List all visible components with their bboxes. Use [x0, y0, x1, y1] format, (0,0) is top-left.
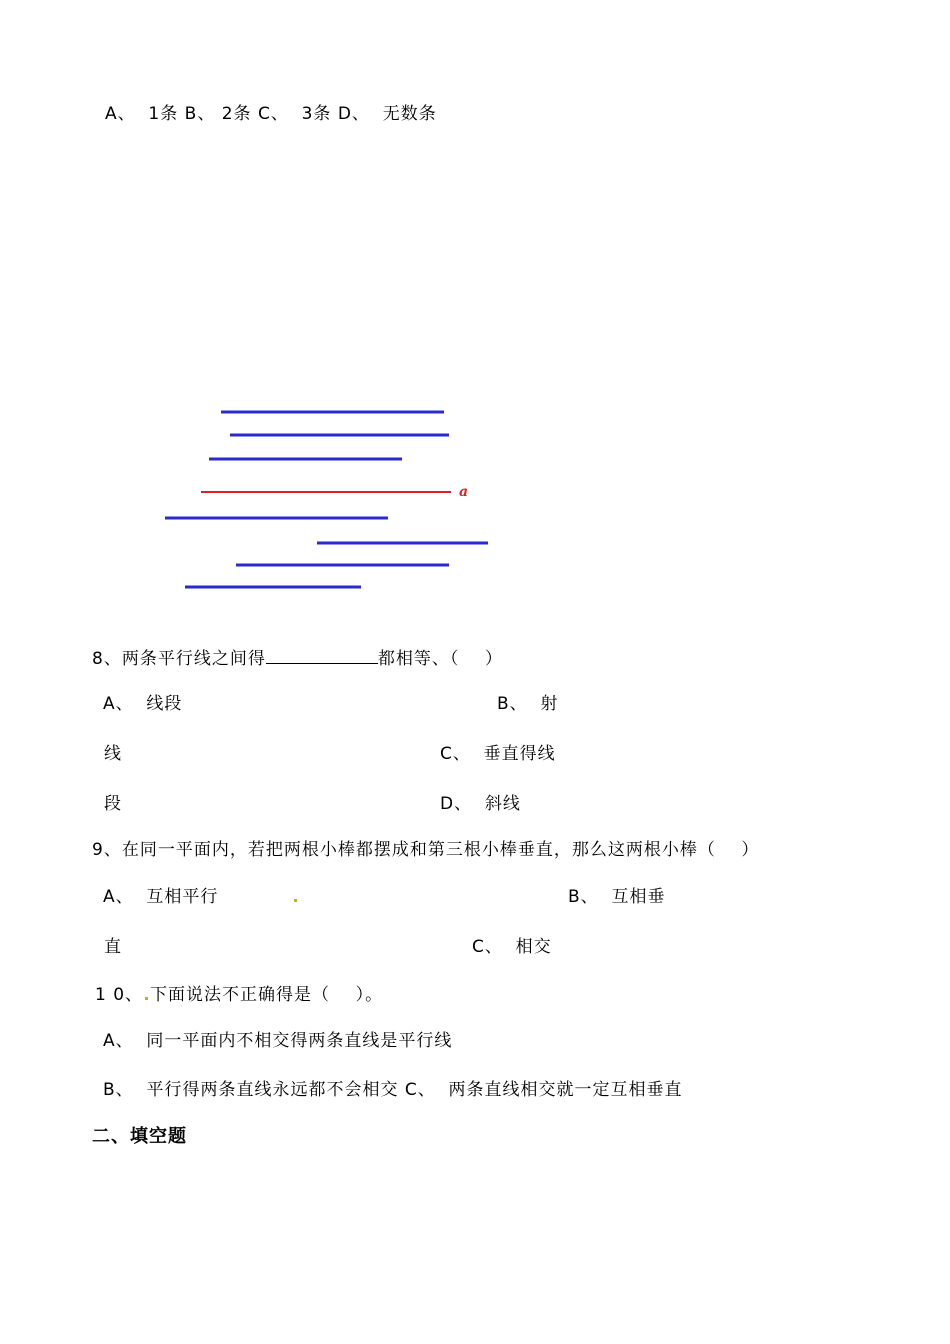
q8-stem-before: 8、两条平行线之间得 [92, 649, 266, 669]
q8-option-c: C、 垂直得线 [440, 744, 556, 764]
q10-stem-text: 下面说法不正确得是（ ）。 [150, 985, 384, 1005]
q7-options: A、 1条 B、 2条 C、 3条 D、 无数条 [105, 104, 437, 124]
q9-option-c: C、 相交 [472, 937, 552, 957]
q8-stem-after: 都相等、（ ） [377, 649, 503, 669]
q9-stem: 9、在同一平面内，若把两根小棒都摆成和第三根小棒垂直，那么这两根小棒（ ） [92, 840, 760, 860]
red-line-label: a [459, 484, 470, 500]
q8-option-b-part2: 线 [104, 744, 122, 764]
q8-answer-blank [266, 647, 378, 664]
decorative-mark [145, 997, 148, 1000]
q10-number: 1 0、 [95, 985, 144, 1005]
q8-option-d: D、 斜线 [440, 794, 521, 814]
q9-option-b-part2: 直 [104, 937, 122, 957]
q8-option-c-tail: 段 [104, 794, 122, 814]
q10-stem [95, 985, 383, 1005]
decorative-mark [292, 887, 299, 907]
q8-option-a: A、 线段 [103, 694, 183, 714]
q9-option-a: A、 互相平行 [103, 887, 219, 907]
q8-stem [92, 647, 503, 669]
section-title: 二、填空题 [92, 1126, 187, 1147]
q10-option-a: A、 同一平面内不相交得两条直线是平行线 [103, 1031, 453, 1051]
q8-option-b-part1: B、 射 [497, 694, 559, 714]
q10-option-bc: B、 平行得两条直线永远都不会相交 C、 两条直线相交就一定互相垂直 [103, 1080, 683, 1100]
q9-option-b-part1: B、 互相垂 [568, 887, 666, 907]
